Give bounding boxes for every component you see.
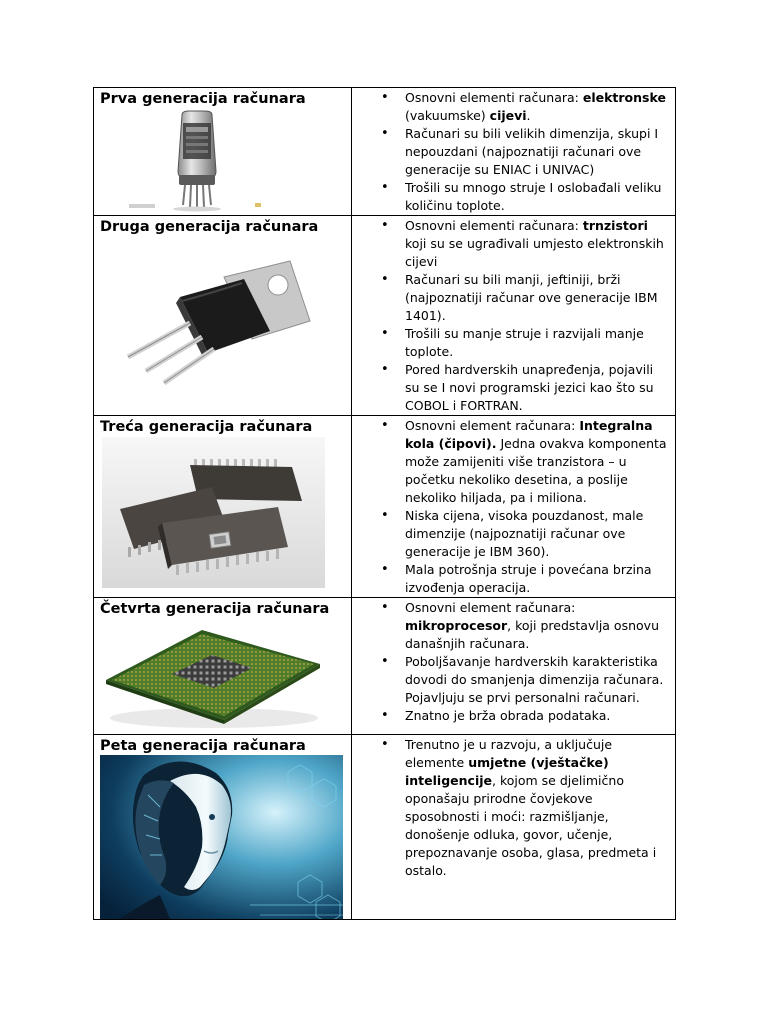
bullet-item	[362, 271, 671, 325]
text-segment: .	[526, 108, 531, 123]
bullet-list	[352, 735, 675, 880]
transistor-image	[102, 239, 317, 387]
text-segment: Trošili su manje struje i razvijali manje toplote.	[405, 326, 644, 359]
bullet-item	[362, 89, 671, 125]
generation-heading: Prva generacija računara	[100, 91, 306, 107]
bold-text-segment: trnzistori	[582, 218, 648, 233]
generation-heading: Treća generacija računara	[100, 419, 313, 435]
text-segment: Računari su bili velikih dimenzija, skupi I nepouzdani (najpoznatiji računari ove generacije su ENIAC i UNIVAC)	[405, 126, 659, 177]
generation-cell	[94, 735, 352, 920]
integrated-circuit-image	[102, 437, 325, 588]
bold-text-segment: Integralna kola (čipovi).	[405, 418, 653, 451]
table-row	[94, 416, 676, 598]
generation-cell	[94, 88, 352, 216]
description-cell	[352, 735, 676, 920]
bold-text-segment: mikroprocesor	[405, 618, 508, 633]
generation-heading: Druga generacija računara	[100, 219, 319, 235]
bullet-item	[362, 736, 671, 880]
text-segment: Osnovni element računara:	[405, 600, 576, 615]
microprocessor-image	[102, 622, 324, 732]
generation-heading: Peta generacija računara	[100, 738, 306, 754]
bullet-item	[362, 599, 671, 653]
text-segment: Pored hardverskih unapređenja, pojavili su se I novi programski jezici kao što su COBOL i FORTRAN.	[405, 362, 654, 413]
bullet-list	[352, 598, 675, 725]
description-cell	[352, 416, 676, 598]
bold-text-segment: umjetne (vještačke) inteligencije	[405, 755, 609, 788]
text-segment: Znatno je brža obrada podataka.	[405, 708, 611, 723]
bullet-item	[362, 653, 671, 707]
text-segment: , koji predstavlja osnovu današnjih računara.	[405, 618, 659, 651]
description-cell	[352, 216, 676, 416]
bullet-item	[362, 707, 671, 725]
text-segment: Jedna ovakva komponenta može zamijeniti više tranzistora – u početku nekoliko desetina, a poslije nekoliko hiljada, pa i miliona.	[405, 436, 667, 505]
generation-heading: Četvrta generacija računara	[100, 601, 330, 617]
bold-text-segment: elektronske	[582, 90, 666, 105]
table-row	[94, 88, 676, 216]
bullet-item	[362, 417, 671, 507]
text-segment: Osnovni element računara:	[405, 418, 580, 433]
bullet-item	[362, 361, 671, 415]
table-row	[94, 216, 676, 416]
text-segment: Niska cijena, visoka pouzdanost, male dimenzije (najpoznatiji računar ove generacije je IBM 360).	[405, 508, 644, 559]
text-segment: Osnovni elementi računara:	[405, 218, 583, 233]
vacuum-tube-image	[127, 109, 267, 213]
bullet-item	[362, 217, 671, 271]
bullet-item	[362, 125, 671, 179]
generation-cell	[94, 598, 352, 735]
bullet-list	[352, 416, 675, 597]
text-segment: (vakuumske)	[405, 108, 490, 123]
bullet-item	[362, 325, 671, 361]
bold-text-segment: cijevi	[489, 108, 527, 123]
bullet-list	[352, 216, 675, 415]
generations-table	[93, 87, 676, 920]
text-segment: Mala potrošnja struje i povećana brzina izvođenja operacija.	[405, 562, 652, 595]
text-segment: Trošili su mnogo struje I oslobađali veliku količinu toplote.	[405, 180, 662, 213]
text-segment: Trenutno je u razvoju, a uključuje elemente	[405, 737, 613, 770]
description-cell	[352, 598, 676, 735]
table-row	[94, 598, 676, 735]
text-segment: Osnovni elementi računara:	[405, 90, 583, 105]
ai-head-image	[100, 755, 343, 919]
description-cell	[352, 88, 676, 216]
bullet-item	[362, 507, 671, 561]
text-segment: Računari su bili manji, jeftiniji, brži (najpoznatiji računar ove generacije IBM 1401).	[405, 272, 658, 323]
generation-cell	[94, 416, 352, 598]
text-segment: Poboljšavanje hardverskih karakteristika dovodi do smanjenja dimenzija računara. Pojavljuju se prvi personalni računari.	[405, 654, 664, 705]
bullet-list	[352, 88, 675, 215]
text-segment: , kojom se djelimično oponašaju prirodne čovjekove sposobnosti i moći: razmišljanje, donošenje odluka, govor, učenje, prepoznavanje osoba, glasa, predmeta i ostalo.	[405, 773, 657, 878]
bullet-item	[362, 561, 671, 597]
bullet-item	[362, 179, 671, 215]
table-row	[94, 735, 676, 920]
generation-cell	[94, 216, 352, 416]
text-segment: koji su se ugrađivali umjesto elektronskih cijevi	[405, 236, 664, 269]
